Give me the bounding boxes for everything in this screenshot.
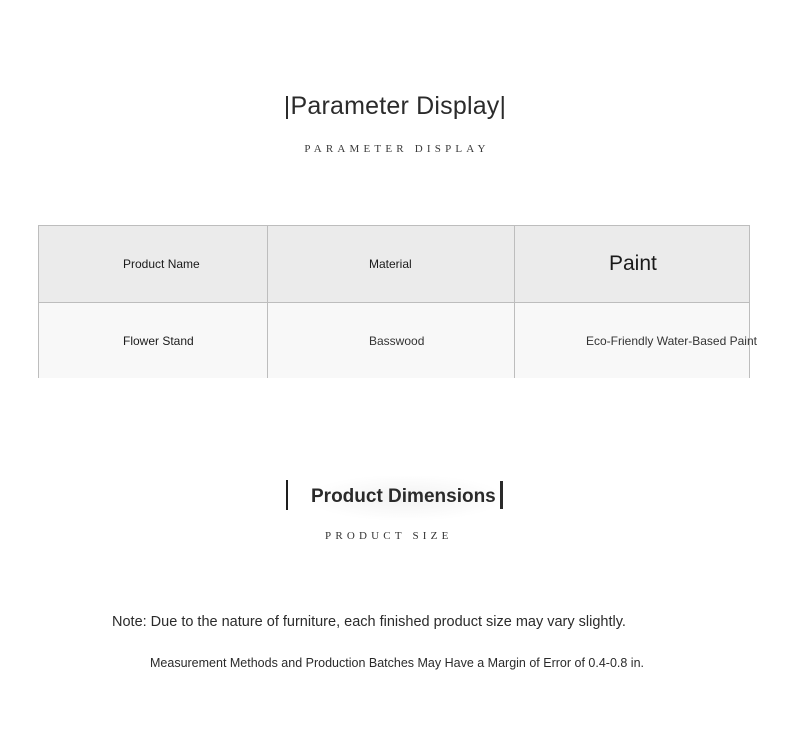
parameter-display-title: |Parameter Display| bbox=[283, 92, 507, 120]
title-right-bar-decoration bbox=[500, 481, 503, 509]
product-dimensions-title: Product Dimensions bbox=[311, 486, 496, 507]
cell-product-name: Flower Stand bbox=[123, 333, 194, 348]
table-header-cell bbox=[39, 226, 268, 302]
table-cell bbox=[39, 303, 268, 378]
table-header-cell bbox=[268, 226, 515, 302]
table-header-row bbox=[39, 226, 749, 303]
header-material: Material bbox=[369, 257, 412, 271]
product-size-subtitle: PRODUCT SIZE bbox=[325, 530, 453, 542]
title-left-bar-decoration bbox=[286, 480, 288, 510]
parameter-table bbox=[38, 225, 757, 378]
header-product-name: Product Name bbox=[123, 257, 200, 271]
table-header-cell bbox=[515, 226, 749, 302]
measurement-error-note: Measurement Methods and Production Batches May Have a Margin of Error of 0.4-0.8 in. bbox=[150, 656, 644, 670]
table-row bbox=[39, 303, 757, 378]
table-cell bbox=[268, 303, 515, 378]
cell-paint: Eco-Friendly Water-Based Paint bbox=[586, 333, 757, 348]
table-cell bbox=[515, 303, 757, 378]
parameter-display-subtitle: PARAMETER DISPLAY bbox=[304, 143, 490, 155]
header-paint: Paint bbox=[609, 252, 657, 275]
cell-material: Basswood bbox=[369, 333, 425, 348]
size-variation-note: Note: Due to the nature of furniture, each finished product size may vary slightly. bbox=[112, 614, 626, 630]
